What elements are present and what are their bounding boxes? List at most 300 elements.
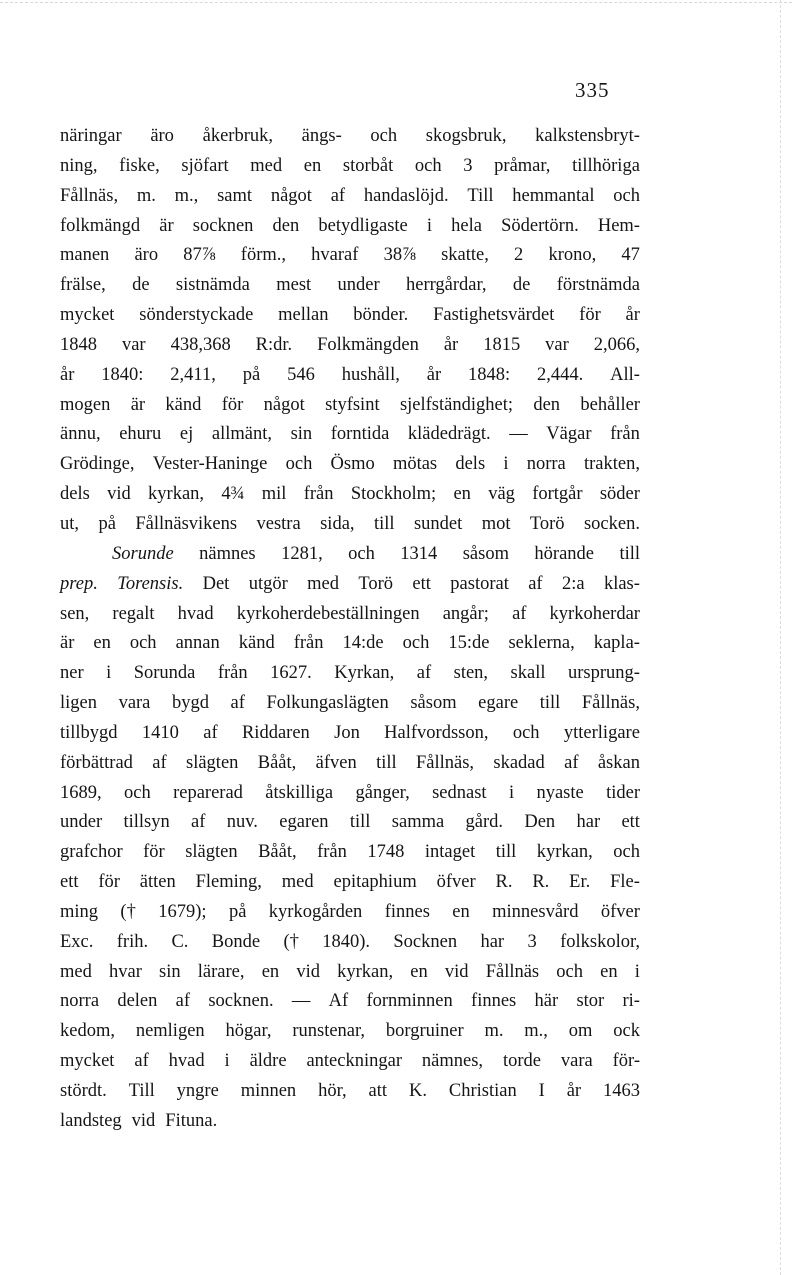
word: Fleming, xyxy=(195,872,262,893)
word: finnes xyxy=(384,901,430,922)
word: i xyxy=(426,215,433,236)
word: 3 xyxy=(527,931,537,952)
word: samma xyxy=(391,812,445,833)
word: Christian xyxy=(448,1081,517,1101)
word: af xyxy=(330,185,346,206)
word: Riddaren xyxy=(241,722,310,743)
word: ängs- xyxy=(301,126,342,146)
word: Folkungaslägten xyxy=(266,693,389,714)
word: Torö xyxy=(529,513,565,534)
word: sjelfständighet; xyxy=(399,394,513,415)
word: de xyxy=(512,275,531,296)
word: tillbygd xyxy=(60,722,118,743)
word: R:dr. xyxy=(255,334,293,355)
word: skall xyxy=(510,663,546,684)
text-line xyxy=(60,868,640,898)
word: 2:a xyxy=(561,573,585,594)
word: Grödinge, xyxy=(60,454,135,475)
word: 1748 xyxy=(367,842,405,863)
word: frih. xyxy=(116,931,149,952)
text-line xyxy=(60,1077,640,1107)
word: sida, xyxy=(320,513,355,534)
word: en xyxy=(261,961,280,982)
word: 4¾ xyxy=(221,484,245,505)
word: seklerna, xyxy=(508,633,575,654)
word: ner xyxy=(60,663,84,684)
word: skatte, xyxy=(441,245,489,266)
word: från xyxy=(610,424,640,445)
text-line xyxy=(60,838,640,868)
word: hör, xyxy=(318,1081,347,1101)
word: sin xyxy=(159,961,181,982)
word: och xyxy=(285,454,313,475)
word: till xyxy=(373,513,395,534)
text-line xyxy=(60,122,640,152)
word: äro xyxy=(134,245,159,266)
word: kedom, xyxy=(60,1021,115,1042)
word: en xyxy=(452,901,470,922)
word: mycket xyxy=(60,1051,115,1072)
word: hvad xyxy=(177,603,214,624)
text-line xyxy=(60,749,640,779)
word: från xyxy=(217,663,248,684)
word: tider xyxy=(606,782,640,803)
word: prep. xyxy=(60,573,98,594)
word: vid xyxy=(444,961,469,982)
word: ri- xyxy=(622,991,640,1012)
word: af xyxy=(152,752,167,773)
word: hushåll, xyxy=(341,364,400,385)
word: forntida xyxy=(330,424,390,445)
word: kalkstensbryt- xyxy=(535,126,640,146)
text-line xyxy=(60,600,640,630)
word: af xyxy=(564,752,579,773)
word: Jon xyxy=(334,722,360,743)
text-line xyxy=(60,391,640,421)
word: om xyxy=(568,1021,593,1042)
word: något xyxy=(270,185,312,206)
word: äro xyxy=(150,126,174,146)
word: sistnämda xyxy=(175,275,250,296)
word: af xyxy=(528,573,543,594)
word: 1815 xyxy=(483,334,521,355)
word: en xyxy=(453,484,471,505)
word: i xyxy=(503,454,509,475)
word: 1314 xyxy=(400,543,438,564)
word: 2,066, xyxy=(593,334,640,355)
word: vid xyxy=(296,961,320,982)
word: åskan xyxy=(597,752,640,773)
text-line xyxy=(60,659,640,689)
word: Fituna. xyxy=(165,1110,218,1131)
word: kyrkogården xyxy=(268,901,363,922)
word: Fle- xyxy=(610,872,640,893)
word: Halfvordsson, xyxy=(384,722,489,743)
word: för xyxy=(98,872,120,893)
word: af xyxy=(191,812,206,833)
word: 1679); xyxy=(158,901,207,922)
word: Fållnäs, xyxy=(60,185,119,206)
word: i xyxy=(508,782,515,803)
word: Kyrkan, xyxy=(334,663,395,684)
word: 47 xyxy=(621,245,640,266)
word: år xyxy=(625,305,640,326)
text-line xyxy=(60,570,640,600)
word: år xyxy=(566,1081,582,1101)
word: Fållnäs xyxy=(485,961,540,982)
word: och xyxy=(556,961,584,982)
word: 1848 xyxy=(60,334,97,355)
word: Till xyxy=(467,185,494,206)
body-text xyxy=(60,122,640,1137)
text-line xyxy=(60,689,640,719)
word: en xyxy=(93,633,111,654)
word: förm., xyxy=(240,245,286,266)
word: på xyxy=(242,364,261,385)
word: fornminnen xyxy=(366,991,453,1012)
word: sin xyxy=(290,424,313,445)
text-line xyxy=(60,1017,640,1047)
word: något xyxy=(263,394,305,415)
word: ehuru xyxy=(119,424,162,445)
word: en xyxy=(600,961,618,982)
text-line xyxy=(60,629,640,659)
word: i xyxy=(224,1051,230,1072)
word: m., xyxy=(524,1021,548,1042)
word: finnes xyxy=(471,991,517,1012)
word: vestra xyxy=(256,513,301,534)
word: norra xyxy=(60,991,100,1012)
word: R. xyxy=(495,872,513,893)
word: socknen. xyxy=(208,991,274,1012)
word: är xyxy=(159,215,174,236)
word: kapla- xyxy=(593,633,640,654)
word: Ösmo xyxy=(330,454,375,475)
word: till xyxy=(349,812,371,833)
word: kyrkan, xyxy=(337,961,394,982)
word: fiske, xyxy=(119,155,160,176)
word: mötas xyxy=(392,454,438,475)
word: folkskolor, xyxy=(560,931,640,952)
word: för xyxy=(221,394,244,415)
word: pastorat xyxy=(450,573,509,594)
word: nyaste xyxy=(536,782,584,803)
word: trakten, xyxy=(583,454,640,475)
word: m. xyxy=(484,1021,504,1042)
word: här xyxy=(534,991,559,1012)
word: år xyxy=(60,364,75,385)
word: Exc. xyxy=(60,931,94,952)
text-line xyxy=(60,719,640,749)
word: († xyxy=(283,931,299,952)
word: tillsyn xyxy=(123,812,170,833)
word: 1840). xyxy=(322,931,371,952)
word: såsom xyxy=(462,543,509,564)
text-line xyxy=(60,779,640,809)
word: 1848: xyxy=(468,364,511,385)
word: Till xyxy=(128,1081,155,1101)
word: nuv. xyxy=(226,812,258,833)
word: ett xyxy=(60,872,79,893)
text-line xyxy=(60,450,640,480)
word: och xyxy=(124,782,151,803)
word: Folkmängden xyxy=(317,334,419,355)
text-line xyxy=(60,361,640,391)
word: Sorunda xyxy=(133,663,196,684)
word: Hem- xyxy=(597,215,640,236)
word: år xyxy=(443,334,459,355)
word: väg xyxy=(488,484,515,505)
word: från xyxy=(317,842,347,863)
word: hemmantal xyxy=(512,185,595,206)
word: med xyxy=(60,961,92,982)
word: med xyxy=(281,872,314,893)
word: 1281, xyxy=(281,543,323,564)
text-line xyxy=(60,182,640,212)
scan-edge-right xyxy=(780,0,781,1275)
word: för xyxy=(143,842,165,863)
word: till xyxy=(619,543,640,564)
word: en xyxy=(303,155,322,176)
word: Södertörn. xyxy=(501,215,579,236)
word: folkmängd xyxy=(60,215,141,236)
text-line xyxy=(60,928,640,958)
word: nämnes xyxy=(199,543,256,564)
word: dels xyxy=(60,484,90,505)
word: vara xyxy=(118,693,151,714)
word: kyrkan, xyxy=(536,842,593,863)
word: K. xyxy=(408,1081,427,1101)
word: bygd xyxy=(171,693,209,714)
word: äfven xyxy=(315,752,357,773)
word: socknen xyxy=(192,215,254,236)
word: anteckningar xyxy=(306,1051,402,1072)
text-line xyxy=(60,1107,640,1137)
word: förbättrad xyxy=(60,752,133,773)
word: krono, xyxy=(548,245,597,266)
word: Bonde xyxy=(211,931,261,952)
text-line xyxy=(60,212,640,242)
word: med xyxy=(250,155,283,176)
word: fortgår xyxy=(532,484,583,505)
word: den xyxy=(272,215,300,236)
word: af xyxy=(512,603,527,624)
word: år xyxy=(426,364,442,385)
word: m. xyxy=(136,185,156,206)
word: 15:de xyxy=(448,633,490,654)
word: på xyxy=(98,513,116,534)
word: af xyxy=(134,1051,149,1072)
word: hvaraf xyxy=(311,245,359,266)
word: grafchor xyxy=(60,842,123,863)
word: 87⅞ xyxy=(183,245,216,266)
word: 2,411, xyxy=(170,364,216,385)
word: frälse, xyxy=(60,275,106,296)
word: intaget xyxy=(424,842,476,863)
word: Socknen xyxy=(393,931,458,952)
word: mot xyxy=(481,513,511,534)
word: med xyxy=(307,573,339,594)
word: vid xyxy=(131,1110,156,1131)
word: torde xyxy=(502,1051,541,1072)
word: pråmar, xyxy=(494,155,551,176)
word: till xyxy=(495,842,517,863)
word: mycket xyxy=(60,305,115,326)
word: utgör xyxy=(248,573,288,594)
word: Fållnäsvikens xyxy=(135,513,238,534)
text-line xyxy=(60,420,640,450)
word: från xyxy=(293,633,324,654)
word: öfver xyxy=(436,872,476,893)
word: ännu, xyxy=(60,424,101,445)
text-line xyxy=(60,331,640,361)
word: en xyxy=(410,961,428,982)
word: ytterligare xyxy=(563,722,640,743)
text-line xyxy=(60,271,640,301)
word: ock xyxy=(613,1021,640,1042)
word: var xyxy=(121,334,146,355)
word: af xyxy=(203,722,218,743)
word: sten, xyxy=(453,663,489,684)
word: landsteg xyxy=(60,1110,122,1131)
word: och xyxy=(370,126,398,146)
text-line xyxy=(60,808,640,838)
word: stördt. xyxy=(60,1081,107,1101)
word: epitaphium xyxy=(333,872,417,893)
word: under xyxy=(337,275,380,296)
word: minnen xyxy=(240,1081,297,1101)
word: Fållnäs, xyxy=(415,752,475,773)
word: 38⅞ xyxy=(383,245,416,266)
word: för xyxy=(579,305,601,326)
word: mellan xyxy=(278,305,329,326)
word: näringar xyxy=(60,126,122,146)
word: Det xyxy=(202,573,230,594)
word: på xyxy=(228,901,247,922)
word: slägten xyxy=(185,842,238,863)
word: styfsint xyxy=(325,394,380,415)
word: till xyxy=(539,693,561,714)
word: regalt xyxy=(112,603,155,624)
word: ligen xyxy=(60,693,97,714)
word: yngre xyxy=(176,1081,219,1101)
word: behåller xyxy=(580,394,640,415)
word: 1410 xyxy=(141,722,179,743)
word: socken. xyxy=(583,513,640,534)
word: hela xyxy=(451,215,482,236)
word: R. xyxy=(532,872,550,893)
page-number: 335 xyxy=(575,78,610,102)
word: Vägar xyxy=(546,424,592,445)
word: — xyxy=(509,424,528,445)
word: ut, xyxy=(60,513,80,534)
word: och xyxy=(348,543,375,564)
text-line xyxy=(60,540,640,570)
word: gånger, xyxy=(355,782,410,803)
word: 546 xyxy=(287,364,315,385)
word: egare xyxy=(478,693,519,714)
word: m., xyxy=(174,185,199,206)
word: för- xyxy=(612,1051,640,1072)
word: Sorunde xyxy=(112,543,174,564)
word: 1463 xyxy=(602,1081,640,1101)
word: och xyxy=(613,842,640,863)
word: († xyxy=(120,901,136,922)
word: ning, xyxy=(60,155,98,176)
text-line xyxy=(60,241,640,271)
word: Stockholm; xyxy=(350,484,437,505)
text-line xyxy=(60,987,640,1017)
word: klädedrägt. xyxy=(407,424,491,445)
word: slägten xyxy=(186,752,239,773)
word: ursprung- xyxy=(567,663,640,684)
word: Er. xyxy=(569,872,591,893)
word: åtskilliga xyxy=(265,782,334,803)
word: den xyxy=(533,394,561,415)
word: söder xyxy=(599,484,640,505)
word: förstnämda xyxy=(556,275,640,296)
word: tillhöriga xyxy=(572,155,640,176)
word: storbåt xyxy=(342,155,394,176)
word: vara xyxy=(560,1051,593,1072)
word: reparerad xyxy=(173,782,243,803)
word: minnesvård xyxy=(492,901,579,922)
word: har xyxy=(576,812,601,833)
word: 1689, xyxy=(60,782,102,803)
word: borgruiner xyxy=(385,1021,464,1042)
word: norra xyxy=(526,454,566,475)
text-line xyxy=(60,958,640,988)
word: sednast xyxy=(432,782,487,803)
word: ätten xyxy=(139,872,176,893)
word: allmänt, xyxy=(211,424,272,445)
word: mil xyxy=(261,484,287,505)
word: 3 xyxy=(463,155,473,176)
word: Den xyxy=(524,812,556,833)
word: äldre xyxy=(249,1051,287,1072)
word: All- xyxy=(610,364,640,385)
word: såsom xyxy=(410,693,457,714)
word: sönderstyckade xyxy=(139,305,254,326)
text-line xyxy=(60,301,640,331)
word: sen, xyxy=(60,603,90,624)
word: ett xyxy=(412,573,431,594)
word: de xyxy=(132,275,150,296)
text-line xyxy=(60,898,640,928)
word: är xyxy=(60,633,75,654)
word: under xyxy=(60,812,103,833)
word: ett xyxy=(621,812,640,833)
word: 438,368 xyxy=(170,334,231,355)
word: af xyxy=(230,693,245,714)
word: var xyxy=(545,334,569,355)
text-line xyxy=(60,480,640,510)
word: betydligaste xyxy=(318,215,408,236)
word: och xyxy=(414,155,442,176)
text-line xyxy=(60,510,640,540)
word: C. xyxy=(171,931,189,952)
text-line xyxy=(60,1047,640,1077)
word: runstenar, xyxy=(292,1021,366,1042)
word: känd xyxy=(238,633,275,654)
word: är xyxy=(130,394,146,415)
word: Bååt, xyxy=(258,842,297,863)
word: 14:de xyxy=(342,633,384,654)
word: dels xyxy=(455,454,486,475)
word: klas- xyxy=(603,573,640,594)
word: öfver xyxy=(600,901,640,922)
word: bönder. xyxy=(353,305,409,326)
